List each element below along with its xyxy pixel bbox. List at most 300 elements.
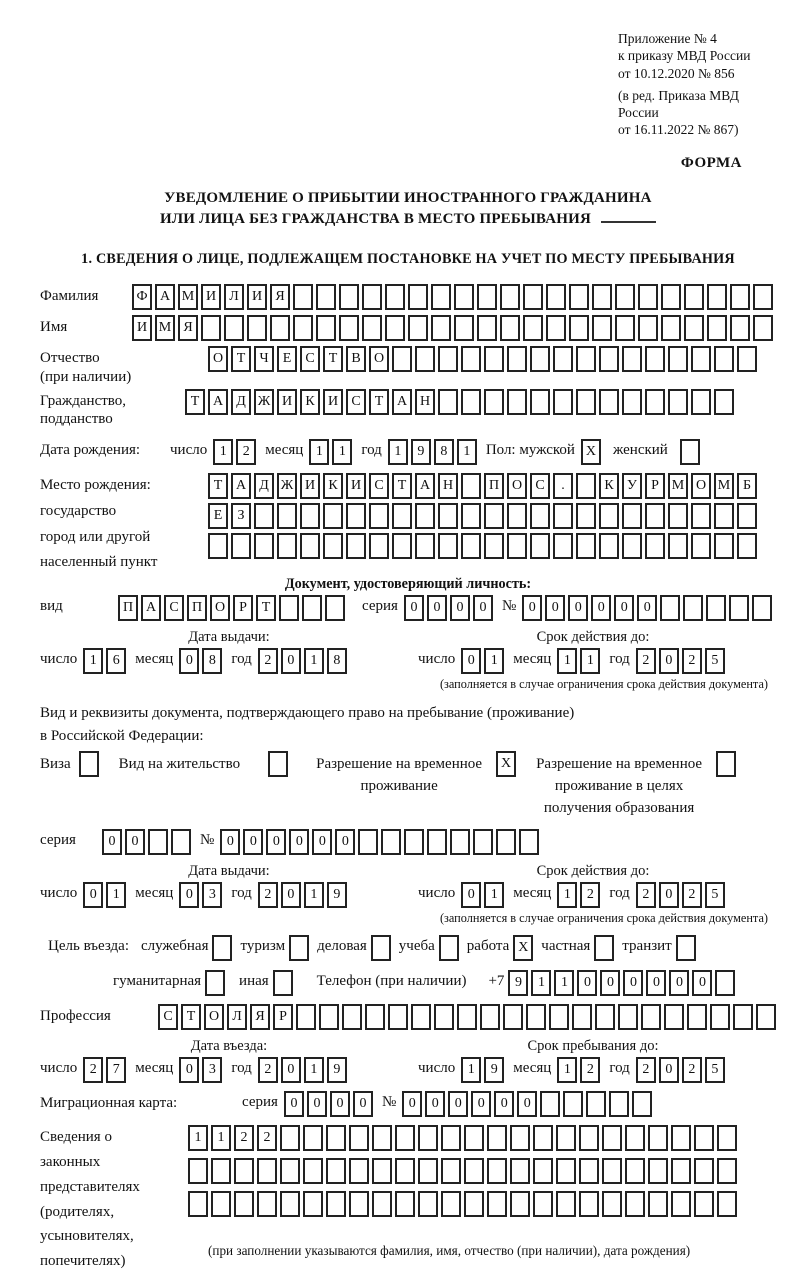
char-box[interactable] xyxy=(729,595,749,621)
char-box[interactable] xyxy=(556,1191,576,1217)
char-box[interactable]: Б xyxy=(737,473,757,499)
char-box[interactable] xyxy=(385,284,405,310)
purpose-humanitarian-checkbox[interactable] xyxy=(205,970,225,996)
char-box[interactable] xyxy=(533,1158,553,1184)
char-box[interactable] xyxy=(500,315,520,341)
char-box[interactable]: 3 xyxy=(202,882,222,908)
char-box[interactable]: Т xyxy=(369,389,389,415)
temp-residence-checkbox[interactable]: X xyxy=(496,751,516,777)
char-box[interactable] xyxy=(533,1125,553,1151)
char-box[interactable] xyxy=(461,389,481,415)
char-box[interactable] xyxy=(553,389,573,415)
char-box[interactable] xyxy=(342,1004,362,1030)
char-box[interactable]: Е xyxy=(277,346,297,372)
char-box[interactable] xyxy=(556,1158,576,1184)
char-box[interactable] xyxy=(418,1191,438,1217)
char-box[interactable] xyxy=(434,1004,454,1030)
char-box[interactable] xyxy=(602,1158,622,1184)
char-box[interactable]: 1 xyxy=(461,1057,481,1083)
char-box[interactable] xyxy=(369,533,389,559)
char-box[interactable] xyxy=(684,315,704,341)
char-box[interactable]: Р xyxy=(233,595,253,621)
char-box[interactable] xyxy=(392,533,412,559)
char-box[interactable]: 8 xyxy=(327,648,347,674)
char-box[interactable]: Я xyxy=(250,1004,270,1030)
char-box[interactable]: 1 xyxy=(213,439,233,465)
char-box[interactable] xyxy=(641,1004,661,1030)
char-box[interactable]: 1 xyxy=(332,439,352,465)
char-box[interactable] xyxy=(563,1091,583,1117)
purpose-transit-checkbox[interactable] xyxy=(676,935,696,961)
char-box[interactable]: О xyxy=(369,346,389,372)
char-box[interactable]: М xyxy=(714,473,734,499)
char-box[interactable] xyxy=(395,1158,415,1184)
char-box[interactable]: 0 xyxy=(448,1091,468,1117)
char-box[interactable]: 9 xyxy=(411,439,431,465)
char-box[interactable] xyxy=(615,284,635,310)
char-box[interactable] xyxy=(752,595,772,621)
char-box[interactable] xyxy=(691,389,711,415)
char-box[interactable] xyxy=(415,503,435,529)
char-box[interactable]: 0 xyxy=(425,1091,445,1117)
char-box[interactable] xyxy=(625,1191,645,1217)
char-box[interactable] xyxy=(622,503,642,529)
char-box[interactable] xyxy=(668,346,688,372)
char-box[interactable] xyxy=(427,829,447,855)
char-box[interactable] xyxy=(441,1158,461,1184)
char-box[interactable]: О xyxy=(208,346,228,372)
char-box[interactable] xyxy=(618,1004,638,1030)
char-box[interactable] xyxy=(707,315,727,341)
char-box[interactable]: Т xyxy=(323,346,343,372)
char-box[interactable] xyxy=(418,1158,438,1184)
char-box[interactable] xyxy=(579,1191,599,1217)
char-box[interactable]: 0 xyxy=(522,595,542,621)
char-box[interactable]: В xyxy=(346,346,366,372)
char-box[interactable]: М xyxy=(668,473,688,499)
char-box[interactable] xyxy=(323,533,343,559)
char-box[interactable] xyxy=(645,389,665,415)
char-box[interactable] xyxy=(668,533,688,559)
char-box[interactable] xyxy=(579,1125,599,1151)
char-box[interactable] xyxy=(507,503,527,529)
char-box[interactable] xyxy=(510,1125,530,1151)
char-box[interactable] xyxy=(392,346,412,372)
char-box[interactable] xyxy=(473,829,493,855)
char-box[interactable]: 0 xyxy=(659,1057,679,1083)
char-box[interactable] xyxy=(231,533,251,559)
char-box[interactable]: 0 xyxy=(473,595,493,621)
char-box[interactable] xyxy=(714,389,734,415)
char-box[interactable] xyxy=(254,503,274,529)
char-box[interactable] xyxy=(546,315,566,341)
char-box[interactable] xyxy=(208,533,228,559)
char-box[interactable] xyxy=(595,1004,615,1030)
char-box[interactable] xyxy=(441,1191,461,1217)
char-box[interactable] xyxy=(753,284,773,310)
char-box[interactable] xyxy=(477,284,497,310)
char-box[interactable] xyxy=(622,389,642,415)
char-box[interactable] xyxy=(503,1004,523,1030)
char-box[interactable] xyxy=(556,1125,576,1151)
char-box[interactable] xyxy=(404,829,424,855)
char-box[interactable]: С xyxy=(158,1004,178,1030)
char-box[interactable] xyxy=(648,1191,668,1217)
char-box[interactable] xyxy=(546,284,566,310)
char-box[interactable] xyxy=(454,315,474,341)
char-box[interactable]: 0 xyxy=(427,595,447,621)
char-box[interactable] xyxy=(510,1191,530,1217)
char-box[interactable] xyxy=(300,533,320,559)
char-box[interactable]: 3 xyxy=(202,1057,222,1083)
char-box[interactable] xyxy=(737,503,757,529)
char-box[interactable] xyxy=(602,1191,622,1217)
char-box[interactable] xyxy=(454,284,474,310)
char-box[interactable] xyxy=(549,1004,569,1030)
char-box[interactable] xyxy=(277,503,297,529)
char-box[interactable]: К xyxy=(323,473,343,499)
char-box[interactable]: 8 xyxy=(434,439,454,465)
char-box[interactable]: 0 xyxy=(281,882,301,908)
char-box[interactable] xyxy=(714,346,734,372)
char-box[interactable]: О xyxy=(507,473,527,499)
char-box[interactable] xyxy=(188,1158,208,1184)
char-box[interactable] xyxy=(395,1125,415,1151)
char-box[interactable]: 1 xyxy=(554,970,574,996)
char-box[interactable]: 7 xyxy=(106,1057,126,1083)
char-box[interactable] xyxy=(599,389,619,415)
char-box[interactable]: 0 xyxy=(353,1091,373,1117)
char-box[interactable] xyxy=(576,389,596,415)
char-box[interactable] xyxy=(648,1158,668,1184)
char-box[interactable]: 0 xyxy=(461,648,481,674)
char-box[interactable] xyxy=(326,1158,346,1184)
char-box[interactable] xyxy=(694,1125,714,1151)
char-box[interactable] xyxy=(461,473,481,499)
char-box[interactable] xyxy=(280,1191,300,1217)
char-box[interactable]: 0 xyxy=(335,829,355,855)
char-box[interactable]: Т xyxy=(256,595,276,621)
purpose-business-checkbox[interactable] xyxy=(212,935,232,961)
char-box[interactable]: Т xyxy=(185,389,205,415)
char-box[interactable]: Л xyxy=(224,284,244,310)
char-box[interactable] xyxy=(392,503,412,529)
char-box[interactable]: 1 xyxy=(309,439,329,465)
char-box[interactable] xyxy=(477,315,497,341)
char-box[interactable] xyxy=(694,1191,714,1217)
char-box[interactable]: Т xyxy=(208,473,228,499)
char-box[interactable]: 6 xyxy=(106,648,126,674)
char-box[interactable]: 0 xyxy=(284,1091,304,1117)
char-box[interactable]: 1 xyxy=(484,648,504,674)
char-box[interactable] xyxy=(188,1191,208,1217)
char-box[interactable] xyxy=(496,829,516,855)
char-box[interactable] xyxy=(319,1004,339,1030)
char-box[interactable] xyxy=(576,473,596,499)
char-box[interactable]: Н xyxy=(415,389,435,415)
char-box[interactable]: И xyxy=(300,473,320,499)
char-box[interactable]: 0 xyxy=(281,648,301,674)
char-box[interactable]: 0 xyxy=(692,970,712,996)
char-box[interactable] xyxy=(480,1004,500,1030)
char-box[interactable] xyxy=(461,503,481,529)
char-box[interactable] xyxy=(372,1191,392,1217)
char-box[interactable]: П xyxy=(118,595,138,621)
char-box[interactable]: К xyxy=(599,473,619,499)
char-box[interactable] xyxy=(733,1004,753,1030)
char-box[interactable] xyxy=(500,284,520,310)
char-box[interactable]: 2 xyxy=(682,882,702,908)
char-box[interactable] xyxy=(487,1191,507,1217)
char-box[interactable]: 1 xyxy=(557,648,577,674)
char-box[interactable] xyxy=(280,1125,300,1151)
char-box[interactable]: У xyxy=(622,473,642,499)
char-box[interactable]: 0 xyxy=(600,970,620,996)
char-box[interactable]: 0 xyxy=(102,829,122,855)
char-box[interactable] xyxy=(484,503,504,529)
char-box[interactable] xyxy=(519,829,539,855)
char-box[interactable]: И xyxy=(346,473,366,499)
char-box[interactable]: Т xyxy=(231,346,251,372)
char-box[interactable]: 0 xyxy=(669,970,689,996)
char-box[interactable] xyxy=(411,1004,431,1030)
char-box[interactable] xyxy=(385,315,405,341)
char-box[interactable]: 2 xyxy=(83,1057,103,1083)
char-box[interactable]: 1 xyxy=(83,648,103,674)
char-box[interactable] xyxy=(257,1158,277,1184)
char-box[interactable]: П xyxy=(484,473,504,499)
char-box[interactable] xyxy=(349,1191,369,1217)
char-box[interactable] xyxy=(484,346,504,372)
char-box[interactable]: Д xyxy=(231,389,251,415)
char-box[interactable]: 1 xyxy=(304,648,324,674)
char-box[interactable] xyxy=(683,595,703,621)
char-box[interactable] xyxy=(691,533,711,559)
char-box[interactable] xyxy=(664,1004,684,1030)
char-box[interactable]: 0 xyxy=(243,829,263,855)
visa-checkbox[interactable] xyxy=(79,751,99,777)
char-box[interactable] xyxy=(224,315,244,341)
char-box[interactable] xyxy=(365,1004,385,1030)
char-box[interactable] xyxy=(484,533,504,559)
char-box[interactable] xyxy=(579,1158,599,1184)
char-box[interactable] xyxy=(648,1125,668,1151)
char-box[interactable]: 0 xyxy=(179,648,199,674)
char-box[interactable] xyxy=(645,533,665,559)
char-box[interactable] xyxy=(753,315,773,341)
purpose-private-checkbox[interactable] xyxy=(594,935,614,961)
char-box[interactable]: 0 xyxy=(125,829,145,855)
char-box[interactable]: 9 xyxy=(327,882,347,908)
char-box[interactable]: Т xyxy=(181,1004,201,1030)
char-box[interactable] xyxy=(717,1191,737,1217)
char-box[interactable]: А xyxy=(231,473,251,499)
char-box[interactable] xyxy=(530,503,550,529)
char-box[interactable] xyxy=(660,595,680,621)
char-box[interactable] xyxy=(211,1158,231,1184)
char-box[interactable] xyxy=(277,533,297,559)
char-box[interactable] xyxy=(609,1091,629,1117)
char-box[interactable]: 2 xyxy=(682,648,702,674)
char-box[interactable]: 0 xyxy=(461,882,481,908)
char-box[interactable] xyxy=(270,315,290,341)
char-box[interactable] xyxy=(668,389,688,415)
char-box[interactable] xyxy=(431,284,451,310)
char-box[interactable] xyxy=(302,595,322,621)
char-box[interactable] xyxy=(569,284,589,310)
char-box[interactable] xyxy=(671,1191,691,1217)
char-box[interactable]: С xyxy=(300,346,320,372)
char-box[interactable] xyxy=(431,315,451,341)
char-box[interactable]: 1 xyxy=(211,1125,231,1151)
char-box[interactable]: А xyxy=(141,595,161,621)
char-box[interactable] xyxy=(706,595,726,621)
char-box[interactable] xyxy=(737,346,757,372)
char-box[interactable]: О xyxy=(210,595,230,621)
char-box[interactable]: 0 xyxy=(646,970,666,996)
char-box[interactable] xyxy=(408,315,428,341)
char-box[interactable] xyxy=(484,389,504,415)
char-box[interactable] xyxy=(408,284,428,310)
char-box[interactable]: 1 xyxy=(388,439,408,465)
char-box[interactable]: 2 xyxy=(682,1057,702,1083)
char-box[interactable] xyxy=(211,1191,231,1217)
char-box[interactable] xyxy=(710,1004,730,1030)
char-box[interactable] xyxy=(303,1125,323,1151)
char-box[interactable] xyxy=(316,284,336,310)
char-box[interactable]: Ч xyxy=(254,346,274,372)
char-box[interactable] xyxy=(325,595,345,621)
char-box[interactable] xyxy=(510,1158,530,1184)
char-box[interactable] xyxy=(632,1091,652,1117)
char-box[interactable] xyxy=(148,829,168,855)
char-box[interactable] xyxy=(415,533,435,559)
char-box[interactable] xyxy=(625,1125,645,1151)
char-box[interactable] xyxy=(756,1004,776,1030)
char-box[interactable]: 0 xyxy=(83,882,103,908)
char-box[interactable] xyxy=(714,533,734,559)
char-box[interactable]: 0 xyxy=(450,595,470,621)
char-box[interactable] xyxy=(592,315,612,341)
char-box[interactable] xyxy=(323,503,343,529)
char-box[interactable] xyxy=(622,346,642,372)
char-box[interactable] xyxy=(293,284,313,310)
char-box[interactable] xyxy=(553,346,573,372)
char-box[interactable]: 9 xyxy=(327,1057,347,1083)
char-box[interactable] xyxy=(715,970,735,996)
char-box[interactable] xyxy=(671,1158,691,1184)
char-box[interactable]: М xyxy=(155,315,175,341)
title-blank-line[interactable] xyxy=(601,210,656,223)
char-box[interactable]: О xyxy=(691,473,711,499)
char-box[interactable] xyxy=(326,1125,346,1151)
gender-female-checkbox[interactable] xyxy=(680,439,700,465)
char-box[interactable]: 1 xyxy=(531,970,551,996)
char-box[interactable]: 2 xyxy=(258,648,278,674)
char-box[interactable]: 2 xyxy=(258,882,278,908)
char-box[interactable]: 9 xyxy=(508,970,528,996)
char-box[interactable] xyxy=(592,284,612,310)
char-box[interactable] xyxy=(464,1125,484,1151)
char-box[interactable]: 0 xyxy=(281,1057,301,1083)
char-box[interactable]: Р xyxy=(273,1004,293,1030)
char-box[interactable]: Ф xyxy=(132,284,152,310)
char-box[interactable]: Я xyxy=(178,315,198,341)
char-box[interactable] xyxy=(671,1125,691,1151)
char-box[interactable] xyxy=(507,346,527,372)
char-box[interactable] xyxy=(303,1191,323,1217)
char-box[interactable]: 0 xyxy=(179,882,199,908)
char-box[interactable] xyxy=(599,533,619,559)
char-box[interactable] xyxy=(730,284,750,310)
char-box[interactable] xyxy=(349,1125,369,1151)
char-box[interactable] xyxy=(707,284,727,310)
char-box[interactable] xyxy=(576,503,596,529)
char-box[interactable] xyxy=(661,315,681,341)
char-box[interactable] xyxy=(438,389,458,415)
char-box[interactable] xyxy=(737,533,757,559)
char-box[interactable] xyxy=(687,1004,707,1030)
char-box[interactable]: Р xyxy=(645,473,665,499)
char-box[interactable] xyxy=(586,1091,606,1117)
char-box[interactable]: 0 xyxy=(614,595,634,621)
temp-residence-education-checkbox[interactable] xyxy=(716,751,736,777)
char-box[interactable]: 0 xyxy=(179,1057,199,1083)
char-box[interactable] xyxy=(645,503,665,529)
char-box[interactable] xyxy=(507,533,527,559)
char-box[interactable]: Ж xyxy=(254,389,274,415)
char-box[interactable] xyxy=(303,1158,323,1184)
char-box[interactable]: С xyxy=(369,473,389,499)
char-box[interactable] xyxy=(418,1125,438,1151)
char-box[interactable]: 9 xyxy=(484,1057,504,1083)
char-box[interactable] xyxy=(533,1191,553,1217)
char-box[interactable] xyxy=(714,503,734,529)
char-box[interactable] xyxy=(388,1004,408,1030)
char-box[interactable] xyxy=(530,533,550,559)
char-box[interactable]: 0 xyxy=(568,595,588,621)
char-box[interactable] xyxy=(645,346,665,372)
char-box[interactable] xyxy=(487,1125,507,1151)
char-box[interactable]: 0 xyxy=(517,1091,537,1117)
purpose-study-checkbox[interactable] xyxy=(439,935,459,961)
char-box[interactable] xyxy=(602,1125,622,1151)
char-box[interactable] xyxy=(569,315,589,341)
char-box[interactable] xyxy=(339,284,359,310)
char-box[interactable] xyxy=(296,1004,316,1030)
residence-permit-checkbox[interactable] xyxy=(268,751,288,777)
char-box[interactable] xyxy=(615,315,635,341)
char-box[interactable]: С xyxy=(530,473,550,499)
char-box[interactable] xyxy=(171,829,191,855)
char-box[interactable] xyxy=(438,346,458,372)
char-box[interactable] xyxy=(530,346,550,372)
char-box[interactable]: 0 xyxy=(266,829,286,855)
char-box[interactable]: Д xyxy=(254,473,274,499)
char-box[interactable]: 0 xyxy=(623,970,643,996)
char-box[interactable] xyxy=(381,829,401,855)
char-box[interactable] xyxy=(599,346,619,372)
char-box[interactable]: 2 xyxy=(258,1057,278,1083)
char-box[interactable] xyxy=(326,1191,346,1217)
char-box[interactable]: . xyxy=(553,473,573,499)
char-box[interactable]: П xyxy=(187,595,207,621)
char-box[interactable]: И xyxy=(277,389,297,415)
char-box[interactable]: 0 xyxy=(220,829,240,855)
char-box[interactable] xyxy=(717,1158,737,1184)
char-box[interactable]: 2 xyxy=(236,439,256,465)
char-box[interactable] xyxy=(438,503,458,529)
